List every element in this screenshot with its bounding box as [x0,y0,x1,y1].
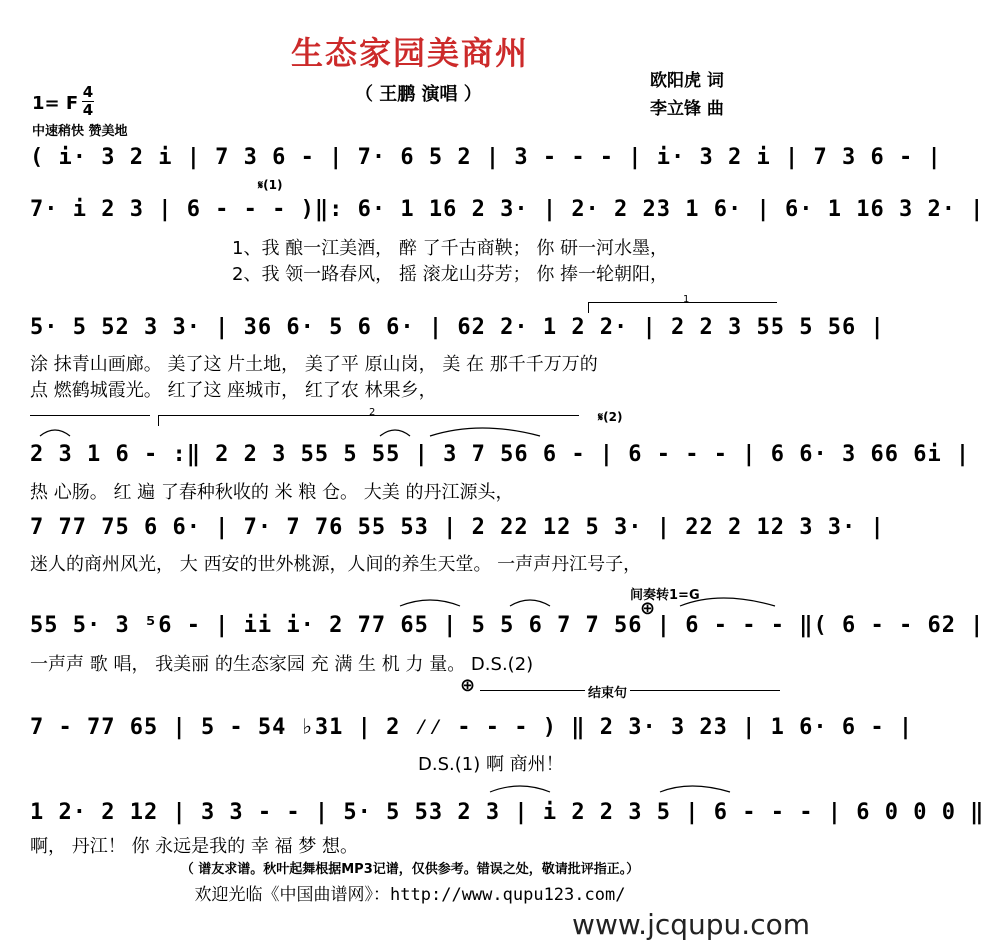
lyric-line-6: 一声声 歌 唱， 我美丽 的生态家园 充 满 生 机 力 量。 D.S.(2) [30,654,534,675]
ending-label: 结束句 [585,682,630,701]
notation-line-3: 5· 5 52 3 3· | 36 6· 5 6 6· | 62 2· 1 2 2· | 2 2 3 55 5 56 | [30,315,885,340]
lyric-line-3-verse-1: 涂 抹青山画廊。 美了这 片土地， 美了平 原山岗， 美 在 那千千万万的 [30,354,598,375]
key-signature: 1= F [32,93,79,114]
tempo-marking: 中速稍快 赞美地 [32,124,128,139]
lyricist-credit: 欧阳虎 词 [650,71,724,91]
segno-1: 𝄋(1) [258,178,283,192]
lyric-line-5: 迷人的商州风光， 大 西安的世外桃源，人间的养生天堂。 一声声丹江号子， [30,554,642,575]
composer-credit: 李立锋 曲 [650,99,724,119]
watermark: www.jcqupu.com [572,908,810,941]
lyric-line-8: 啊， 丹江！ 你 永远是我的 幸 福 梦 想。 [30,836,359,857]
coda-icon-2: ⊕ [460,675,476,696]
volta-1-number: 1 [683,294,690,305]
notation-line-2: 7· i 2 3 | 6 - - - )‖: 6· 1 16 2 3· | 2· 2 23 1 6· | 6· 1 16 3 2· | [30,197,984,222]
key-change-label: 间奏转1=G [630,588,700,603]
transcription-note: （ 谱友求谱。秋叶起舞根据MP3记谱，仅供参考。错误之处，敬请批评指正。） [180,862,640,877]
singer-credit: （ 王鹏 演唱 ） [355,84,482,105]
volta-2-number: 2 [369,407,376,418]
lyric-line-7: D.S.(1) 啊 商州！ [418,754,564,775]
site-link[interactable]: 欢迎光临《中国曲谱网》：http://www.qupu123.com/ [194,885,626,905]
notation-line-6: 55 5· 3 ⁵6 - | ii i· 2 77 65 | 5 5 6 7 7 56 | 6 - - - ‖( 6 - - 62 | [30,613,984,638]
song-title: 生态家园美商州 [290,34,529,72]
lyric-line-3-verse-2: 点 燃鹤城霞光。 红了这 座城市， 红了农 林果乡， [30,380,437,401]
segno-2: 𝄋(2) [598,410,623,424]
notation-line-5: 7 77 75 6 6· | 7· 7 76 55 53 | 2 22 12 5 3· | 22 2 12 3 3· | [30,515,885,540]
notation-line-7: 7 - 77 65 | 5 - 54 ♭31 | 2 ⁄⁄ - - - ) ‖ 2 3· 3 23 | 1 6· 6 - | [30,715,914,740]
notation-line-8: 1 2· 2 12 | 3 3 - - | 5· 5 53 2 3 | i 2 2 3 5 | 6 - - - | 6 0 0 0 ‖ [30,800,984,825]
coda-icon: ⊕ [640,598,656,619]
time-bottom: 4 [82,101,94,119]
time-top: 4 [82,83,94,101]
notation-line-4: 2 3 1 6 - :‖ 2 2 3 55 5 55 | 3 7 56 6 - | 6 - - - | 6 6· 3 66 6i | [30,442,971,467]
lyric-line-2-verse-1: 1、我 酿一江美酒， 醉 了千古商鞅； 你 研一河水墨， [232,238,669,259]
lyric-line-4: 热 心肠。 红 遍 了春种秋收的 米 粮 仓。 大美 的丹江源头， [30,482,514,503]
lyric-line-2-verse-2: 2、我 领一路春风， 摇 滚龙山芬芳； 你 捧一轮朝阳， [232,264,669,285]
notation-line-1: ( i· 3 2 i | 7 3 6 - | 7· 6 5 2 | 3 - - - | i· 3 2 i | 7 3 6 - | [30,145,942,170]
